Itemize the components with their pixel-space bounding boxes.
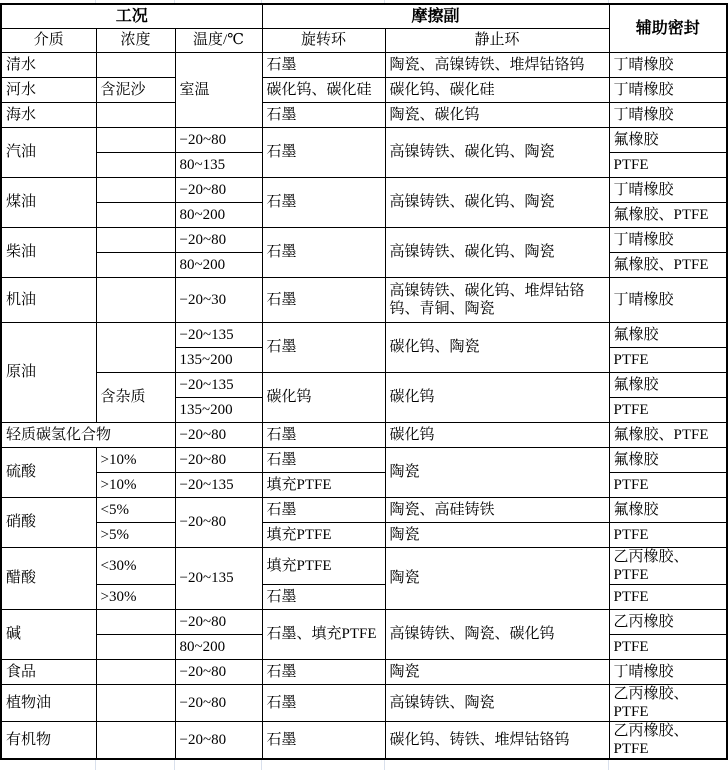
cell-medium: 醋酸 [1,547,96,609]
table-row [1,372,727,397]
table-row [1,684,727,721]
spreadsheet-gridline [261,760,262,770]
cell-temperature: −20~80 [175,177,262,202]
cell-concentration [96,102,175,127]
header-rotating-ring: 旋转环 [262,28,385,52]
cell-concentration: 含泥沙 [96,77,175,102]
cell-rotating-ring: 碳化钨 [262,372,385,422]
table-row [1,177,727,202]
cell-auxiliary-seal: 氟橡胶 [609,447,727,472]
cell-concentration: >5% [96,522,175,547]
cell-concentration: 含杂质 [96,372,175,422]
spreadsheet-gridline [174,760,175,770]
cell-medium: 机油 [1,277,96,322]
cell-stationary-ring: 碳化钨 [385,422,609,447]
header-friction-pair: 摩擦副 [262,4,609,28]
seal-material-selection-table [0,3,728,760]
cell-auxiliary-seal: 丁晴橡胶 [609,227,727,252]
cell-rotating-ring: 石墨 [262,52,385,77]
cell-concentration [96,277,175,322]
cell-rotating-ring: 石墨 [262,277,385,322]
cell-rotating-ring: 石墨 [262,721,385,759]
cell-auxiliary-seal: 丁晴橡胶 [609,277,727,322]
cell-medium: 有机物 [1,721,96,759]
cell-rotating-ring: 石墨 [262,584,385,609]
cell-rotating-ring: 填充PTFE [262,547,385,584]
header-concentration: 浓度 [96,28,175,52]
cell-concentration [96,227,175,252]
cell-temperature: −20~80 [175,127,262,152]
cell-temperature: −20~80 [175,497,262,547]
cell-concentration [96,252,175,277]
spreadsheet-gridline [95,760,96,770]
cell-medium: 海水 [1,102,96,127]
cell-auxiliary-seal: 氟橡胶、PTFE [609,202,727,227]
cell-stationary-ring: 高镍铸铁、陶瓷、碳化钨 [385,609,609,659]
cell-concentration [96,634,175,659]
cell-concentration [96,684,175,721]
cell-stationary-ring: 陶瓷 [385,522,609,547]
cell-stationary-ring: 高镍铸铁、碳化钨、陶瓷 [385,127,609,177]
header-temperature: 温度/℃ [175,28,262,52]
sheet-strip-bottom [0,760,726,770]
cell-medium: 清水 [1,52,96,77]
header-working-conditions: 工况 [1,4,262,28]
table-row [1,277,727,322]
cell-medium: 硝酸 [1,497,96,547]
cell-auxiliary-seal: 乙丙橡胶、PTFE [609,684,727,721]
header-stationary-ring: 静止环 [385,28,609,52]
cell-temperature: −20~80 [175,659,262,684]
cell-stationary-ring: 碳化钨、碳化硅 [385,77,609,102]
table-row [1,52,727,77]
cell-concentration: <30% [96,547,175,584]
cell-rotating-ring: 石墨 [262,497,385,522]
cell-medium: 汽油 [1,127,96,177]
cell-auxiliary-seal: PTFE [609,472,727,497]
cell-auxiliary-seal: PTFE [609,152,727,177]
spreadsheet-gridline [261,0,262,3]
cell-rotating-ring: 石墨、填充PTFE [262,609,385,659]
cell-concentration [96,177,175,202]
cell-medium: 煤油 [1,177,96,227]
table-row [1,721,727,759]
cell-auxiliary-seal: PTFE [609,347,727,372]
table-row [1,659,727,684]
spreadsheet-gridline [608,0,609,3]
cell-concentration [96,152,175,177]
cell-stationary-ring: 陶瓷、高硅铸铁 [385,497,609,522]
cell-stationary-ring: 高镍铸铁、碳化钨、陶瓷 [385,227,609,277]
cell-rotating-ring: 石墨 [262,322,385,372]
cell-temperature: −20~80 [175,609,262,634]
cell-temperature: 135~200 [175,347,262,372]
cell-auxiliary-seal: 氟橡胶 [609,127,727,152]
cell-rotating-ring: 石墨 [262,127,385,177]
cell-auxiliary-seal: 丁晴橡胶 [609,102,727,127]
cell-stationary-ring: 碳化钨、陶瓷 [385,322,609,372]
cell-temperature: −20~80 [175,447,262,472]
cell-medium: 轻质碳氢化合物 [1,422,175,447]
cell-temperature: 80~135 [175,152,262,177]
cell-temperature: −20~135 [175,547,262,609]
cell-temperature: 80~200 [175,202,262,227]
table-row [1,522,727,547]
table-row [1,102,727,127]
cell-auxiliary-seal: 丁晴橡胶 [609,77,727,102]
cell-rotating-ring: 石墨 [262,422,385,447]
cell-stationary-ring: 陶瓷、高镍铸铁、堆焊钴铬钨 [385,52,609,77]
cell-auxiliary-seal: 氟橡胶 [609,322,727,347]
table-row [1,227,727,252]
cell-medium: 河水 [1,77,96,102]
cell-medium: 植物油 [1,684,96,721]
cell-auxiliary-seal: 丁晴橡胶 [609,177,727,202]
cell-auxiliary-seal: 丁晴橡胶 [609,659,727,684]
table-row [1,547,727,584]
table-row [1,609,727,634]
cell-temperature: −20~135 [175,372,262,397]
cell-rotating-ring: 碳化钨、碳化硅 [262,77,385,102]
cell-stationary-ring: 高镍铸铁、陶瓷 [385,684,609,721]
table-body [1,52,727,759]
table-head [1,4,727,52]
cell-rotating-ring: 填充PTFE [262,522,385,547]
cell-stationary-ring: 高镍铸铁、碳化钨、堆焊钴铬钨、青铜、陶瓷 [385,277,609,322]
cell-concentration [96,609,175,634]
cell-stationary-ring: 碳化钨、铸铁、堆焊钴铬钨 [385,721,609,759]
cell-temperature: −20~80 [175,721,262,759]
table-row [1,322,727,347]
cell-temperature: −20~80 [175,227,262,252]
sheet-strip-top [0,0,726,3]
cell-medium: 食品 [1,659,96,684]
cell-stationary-ring: 碳化钨 [385,372,609,422]
cell-rotating-ring: 石墨 [262,227,385,277]
cell-concentration: >30% [96,584,175,609]
cell-concentration [96,52,175,77]
cell-auxiliary-seal: 氟橡胶、PTFE [609,422,727,447]
spreadsheet-gridline [384,760,385,770]
cell-auxiliary-seal: 氟橡胶 [609,372,727,397]
cell-rotating-ring: 石墨 [262,447,385,472]
table-row [1,584,727,609]
cell-temperature: −20~135 [175,472,262,497]
cell-auxiliary-seal: 丁晴橡胶 [609,52,727,77]
cell-medium: 原油 [1,322,96,422]
cell-auxiliary-seal: PTFE [609,584,727,609]
cell-temperature: −20~135 [175,322,262,347]
cell-rotating-ring: 石墨 [262,659,385,684]
table-row [1,127,727,152]
cell-concentration [96,721,175,759]
cell-medium: 碱 [1,609,96,659]
cell-auxiliary-seal: 乙丙橡胶 [609,609,727,634]
cell-stationary-ring: 陶瓷 [385,659,609,684]
cell-auxiliary-seal: PTFE [609,397,727,422]
spreadsheet-gridline [608,760,609,770]
cell-auxiliary-seal: 乙丙橡胶、PTFE [609,721,727,759]
cell-concentration: >10% [96,447,175,472]
cell-auxiliary-seal: 氟橡胶 [609,497,727,522]
table-row [1,497,727,522]
cell-medium: 柴油 [1,227,96,277]
cell-rotating-ring: 填充PTFE [262,472,385,497]
cell-auxiliary-seal: PTFE [609,634,727,659]
spreadsheet-gridline [174,0,175,3]
cell-temperature: −20~80 [175,684,262,721]
cell-stationary-ring: 陶瓷 [385,447,609,497]
cell-stationary-ring: 高镍铸铁、碳化钨、陶瓷 [385,177,609,227]
cell-temperature: −20~80 [175,422,262,447]
cell-temperature: 80~200 [175,634,262,659]
cell-auxiliary-seal: 乙丙橡胶、PTFE [609,547,727,584]
header-auxiliary-seal: 辅助密封 [609,4,727,52]
cell-concentration [96,322,175,372]
cell-rotating-ring: 石墨 [262,177,385,227]
cell-medium: 硫酸 [1,447,96,497]
cell-concentration: <5% [96,497,175,522]
cell-concentration [96,659,175,684]
cell-rotating-ring: 石墨 [262,102,385,127]
header-medium: 介质 [1,28,96,52]
cell-temperature: 135~200 [175,397,262,422]
cell-temperature: −20~30 [175,277,262,322]
cell-concentration [96,127,175,152]
spreadsheet-gridline [384,0,385,3]
cell-concentration [96,202,175,227]
table-row [1,447,727,472]
cell-temperature: 室温 [175,52,262,127]
table-row [1,422,727,447]
cell-auxiliary-seal: PTFE [609,522,727,547]
table-row [1,77,727,102]
cell-rotating-ring: 石墨 [262,684,385,721]
cell-auxiliary-seal: 氟橡胶、PTFE [609,252,727,277]
table-row [1,472,727,497]
cell-concentration: >10% [96,472,175,497]
header-row [1,4,727,28]
spreadsheet-gridline [95,0,96,3]
cell-temperature: 80~200 [175,252,262,277]
cell-stationary-ring: 陶瓷 [385,547,609,609]
cell-stationary-ring: 陶瓷、碳化钨 [385,102,609,127]
